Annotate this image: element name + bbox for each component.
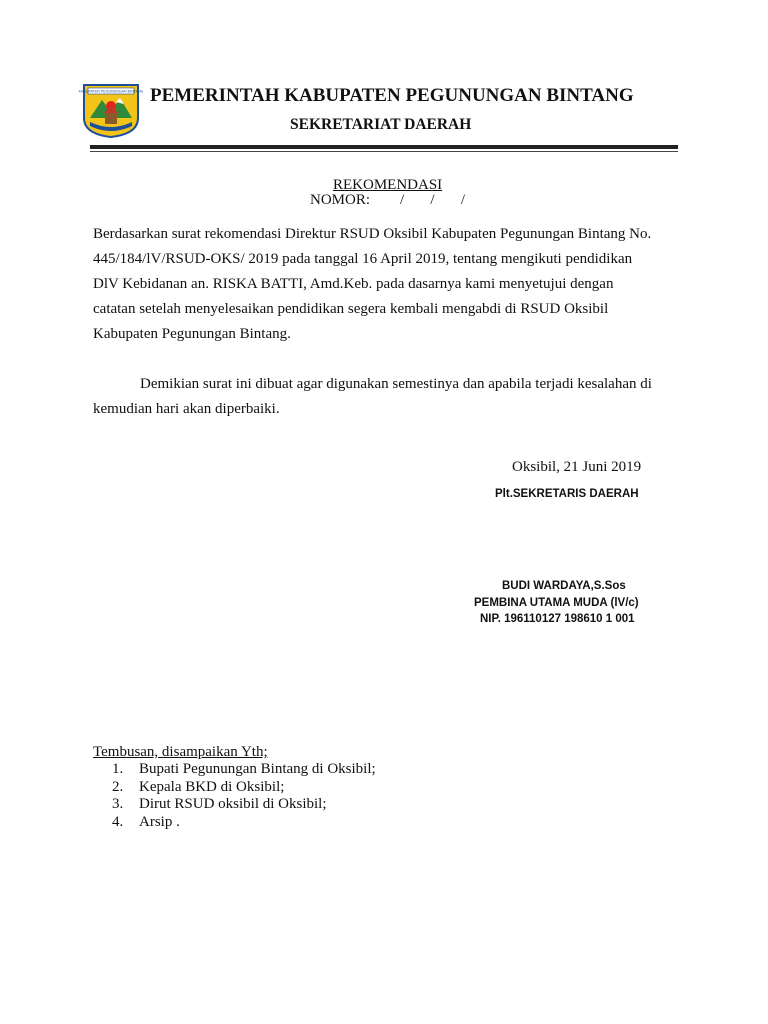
list-item	[112, 779, 376, 797]
signatory-title: Plt.SEKRETARIS DAERAH	[495, 488, 639, 500]
body-line: 445/184/lV/RSUD-OKS/ 2019 pada tanggal 16 April 2019, tentang mengikuti pendidikan	[93, 251, 633, 267]
list-text: Kepala BKD di Oksibil;	[139, 778, 285, 795]
signatory-name: BUDI WARDAYA,S.Sos	[502, 580, 626, 592]
body-line: Kabupaten Pegunungan Bintang.	[93, 326, 291, 342]
list-number: 3.	[112, 796, 124, 813]
list-item	[112, 814, 376, 832]
letterhead-rule-thin	[90, 151, 678, 152]
body-line: DlV Kebidanan an. RISKA BATTI, Amd.Keb. pada dasarnya kami menyetujui dengan	[93, 276, 614, 292]
list-number: 1.	[112, 761, 124, 777]
government-heading: PEMERINTAH KABUPATEN PEGUNUNGAN BINTANG	[150, 85, 634, 106]
list-item	[112, 761, 376, 779]
list-number: 4.	[112, 813, 124, 830]
place-date: Oksibil, 21 Juni 2019	[512, 459, 642, 475]
body-line: catatan setelah menyelesaikan pendidikan segera kembali mengabdi di RSUD Oksibil	[93, 301, 609, 317]
list-text: Bupati Pegunungan Bintang di Oksibil;	[139, 761, 376, 777]
letter-type: REKOMENDASI	[333, 177, 443, 193]
list-item	[112, 796, 376, 814]
body-line: Berdasarkan surat rekomendasi Direktur RSUD Oksibil Kabupaten Pegunungan Bintang No.	[93, 226, 652, 242]
copies-heading: Tembusan, disampaikan Yth;	[93, 744, 268, 760]
list-text: Arsip .	[139, 813, 180, 830]
signatory-rank: PEMBINA UTAMA MUDA (lV/c)	[474, 597, 639, 609]
copies-list	[112, 761, 376, 831]
department-heading: SEKRETARIAT DAERAH	[290, 116, 472, 133]
regency-coat-of-arms-icon	[78, 82, 144, 138]
closing-line: Demikian surat ini dibuat agar digunakan semestinya dan apabila terjadi kesalahan di	[140, 376, 652, 392]
logo-text: KABUPATEN PEGUNUNGAN BINTANG	[78, 89, 144, 94]
list-number: 2.	[112, 778, 124, 795]
list-text: Dirut RSUD oksibil di Oksibil;	[139, 796, 327, 813]
signatory-nip: NIP. 196110127 198610 1 001	[480, 613, 635, 625]
letter-number: NOMOR: / / /	[310, 192, 466, 208]
closing-line: kemudian hari akan diperbaiki.	[93, 401, 280, 417]
letterhead-rule	[90, 145, 678, 149]
